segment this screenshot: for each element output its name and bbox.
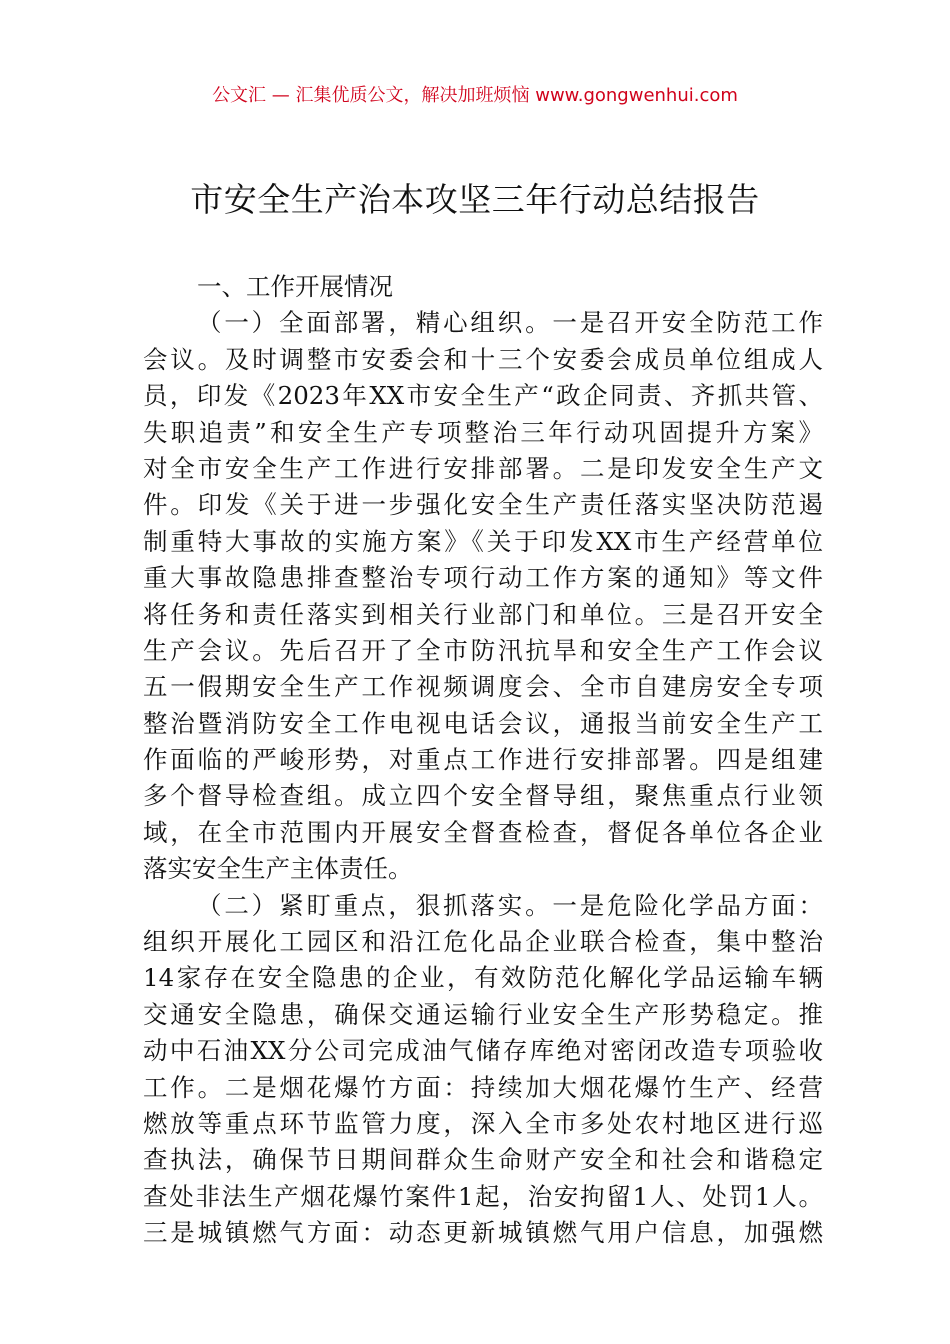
paragraph-line: 员，印发《2023年XX市安全生产“政企同责、齐抓共管、 bbox=[143, 381, 823, 411]
section-heading: 一、工作开展情况 bbox=[197, 272, 393, 301]
paragraph-line: 作面临的严峻形势，对重点工作进行安排部署。四是组建 bbox=[143, 745, 823, 775]
paragraph-line: 生产会议。先后召开了全市防汛抗旱和安全生产工作会议 bbox=[143, 635, 823, 665]
document-body bbox=[143, 269, 823, 1252]
paragraph-line: 查执法，确保节日期间群众生命财产安全和社会和谐稳定 bbox=[143, 1145, 823, 1175]
paragraph-line: 域，在全市范围内开展安全督查检查，督促各单位各企业 bbox=[143, 817, 823, 847]
paragraph-line: 会议。及时调整市安委会和十三个安委会成员单位组成人 bbox=[143, 344, 823, 374]
paragraph-line: 动中石油XX分公司完成油气储存库绝对密闭改造专项验收 bbox=[143, 1036, 823, 1066]
paragraph-line: 工作。二是烟花爆竹方面：持续加大烟花爆竹生产、经营 bbox=[143, 1072, 823, 1102]
paragraph-line: 整治暨消防安全工作电视电话会议，通报当前安全生产工 bbox=[143, 708, 823, 738]
header-banner: 公文汇 — 汇集优质公文，解决加班烦恼 www.gongwenhui.com bbox=[212, 85, 738, 106]
paragraph-line: （一）全面部署，精心组织。一是召开安全防范工作 bbox=[197, 308, 823, 338]
paragraph-line: 组织开展化工园区和沿江危化品企业联合检查，集中整治 bbox=[143, 927, 823, 957]
paragraph-line: 三是城镇燃气方面：动态更新城镇燃气用户信息，加强燃 bbox=[143, 1218, 823, 1248]
paragraph-line: 将任务和责任落实到相关行业部门和单位。三是召开安全 bbox=[143, 599, 823, 629]
document-title: 市安全生产治本攻坚三年行动总结报告 bbox=[190, 180, 760, 219]
paragraph-line: 重大事故隐患排查整治专项行动工作方案的通知》等文件 bbox=[143, 563, 823, 593]
paragraph-line: 件。印发《关于进一步强化安全生产责任落实坚决防范遏 bbox=[143, 490, 823, 520]
paragraph-line: 查处非法生产烟花爆竹案件1起，治安拘留1人、处罚1人。 bbox=[143, 1181, 823, 1211]
paragraph-line: 多个督导检查组。成立四个安全督导组，聚焦重点行业领 bbox=[143, 781, 823, 811]
paragraph-line: 对全市安全生产工作进行安排部署。二是印发安全生产文 bbox=[143, 453, 823, 483]
paragraph-line: （二）紧盯重点，狠抓落实。一是危险化学品方面： bbox=[197, 890, 823, 920]
paragraph-line: 五一假期安全生产工作视频调度会、全市自建房安全专项 bbox=[143, 672, 823, 702]
paragraph-line: 失职追责”和安全生产专项整治三年行动巩固提升方案》 bbox=[143, 417, 823, 447]
paragraph-line: 交通安全隐患，确保交通运输行业安全生产形势稳定。推 bbox=[143, 999, 823, 1029]
paragraph-line: 制重特大事故的实施方案》《关于印发XX市生产经营单位 bbox=[143, 526, 823, 556]
paragraph-line: 14家存在安全隐患的企业，有效防范化解化学品运输车辆 bbox=[143, 963, 823, 993]
paragraph-line: 燃放等重点环节监管力度，深入全市多处农村地区进行巡 bbox=[143, 1108, 823, 1138]
paragraph-line: 落实安全生产主体责任。 bbox=[143, 854, 413, 884]
